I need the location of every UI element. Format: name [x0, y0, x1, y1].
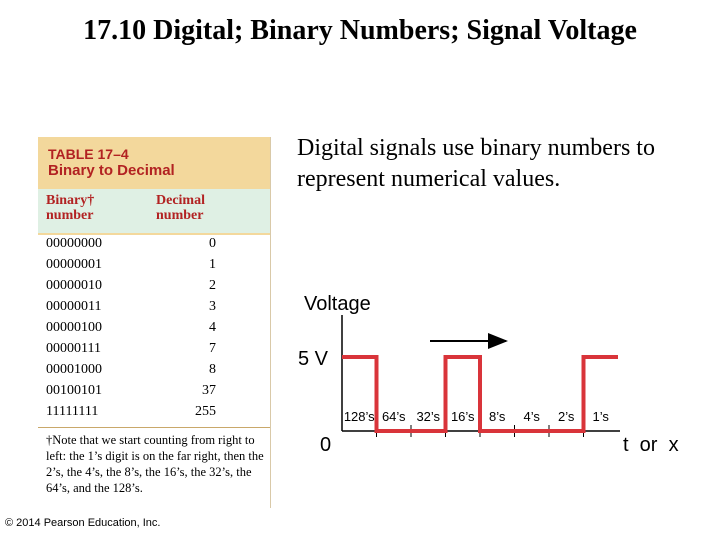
decimal-cell: 8 — [209, 362, 216, 377]
decimal-cell: 255 — [195, 404, 216, 419]
bit-label: 1’s — [592, 409, 609, 424]
binary-to-decimal-table — [38, 137, 271, 508]
bit-label: 32’s — [416, 409, 441, 424]
digital-signal-figure — [290, 285, 700, 470]
table-row — [38, 296, 270, 317]
table-row — [38, 233, 270, 254]
x-axis-label: t or x — [623, 434, 679, 456]
decimal-cell: 7 — [209, 341, 216, 356]
column-headers — [38, 189, 270, 235]
bit-label: 128’s — [343, 409, 375, 424]
body-text: Digital signals use binary numbers to represent numerical values. — [297, 135, 655, 192]
decimal-cell: 0 — [209, 236, 216, 251]
binary-cell: 11111111 — [46, 404, 99, 419]
decimal-cell: 2 — [209, 278, 216, 293]
binary-cell: 00000011 — [46, 299, 102, 314]
col-decimal-header-line2: number — [156, 208, 204, 223]
high-level-label: 5 V — [298, 348, 329, 370]
slide-title: 17.10 Digital; Binary Numbers; Signal Voltage — [83, 15, 637, 46]
y-axis-label: Voltage — [304, 293, 371, 315]
binary-cell: 00000010 — [46, 278, 102, 293]
bit-labels — [344, 409, 610, 424]
table-row — [38, 275, 270, 296]
copyright: © 2014 Pearson Education, Inc. — [5, 517, 161, 529]
table-number: TABLE 17–4 — [48, 146, 129, 162]
table-name: Binary to Decimal — [48, 162, 175, 179]
zero-label: 0 — [320, 434, 332, 456]
table-row — [38, 317, 270, 338]
bit-label: 4’s — [523, 409, 540, 424]
table-row — [38, 338, 270, 359]
binary-cell: 00000100 — [46, 320, 102, 335]
binary-cell: 00000001 — [46, 257, 102, 272]
decimal-cell: 4 — [209, 320, 216, 335]
table-row — [38, 380, 270, 401]
bit-label: 2’s — [558, 409, 575, 424]
bit-label: 8’s — [489, 409, 506, 424]
col-binary-header-line2: number — [46, 208, 94, 223]
table-footnote: †Note that we start counting from right to left: the 1’s digit is on the far right, then the 2’s, the 4’s, the 8’s, the 16’s, the 32’s, the 64’s, and the 128’s. — [46, 433, 264, 495]
col-decimal-header-line1: Decimal — [156, 193, 205, 208]
binary-cell: 00001000 — [46, 362, 102, 377]
table-header — [38, 137, 270, 189]
col-binary-header-line1: Binary† — [46, 193, 95, 208]
table-row — [38, 401, 270, 422]
footnote-divider — [38, 427, 270, 428]
table-row — [38, 254, 270, 275]
decimal-cell: 1 — [209, 257, 216, 272]
bit-label: 64’s — [381, 409, 406, 424]
table-row — [38, 359, 270, 380]
decimal-cell: 3 — [209, 299, 216, 314]
binary-cell: 00000111 — [46, 341, 101, 356]
binary-cell: 00100101 — [46, 383, 102, 398]
decimal-cell: 37 — [202, 383, 216, 398]
bit-label: 16’s — [450, 409, 475, 424]
binary-cell: 00000000 — [46, 236, 102, 251]
